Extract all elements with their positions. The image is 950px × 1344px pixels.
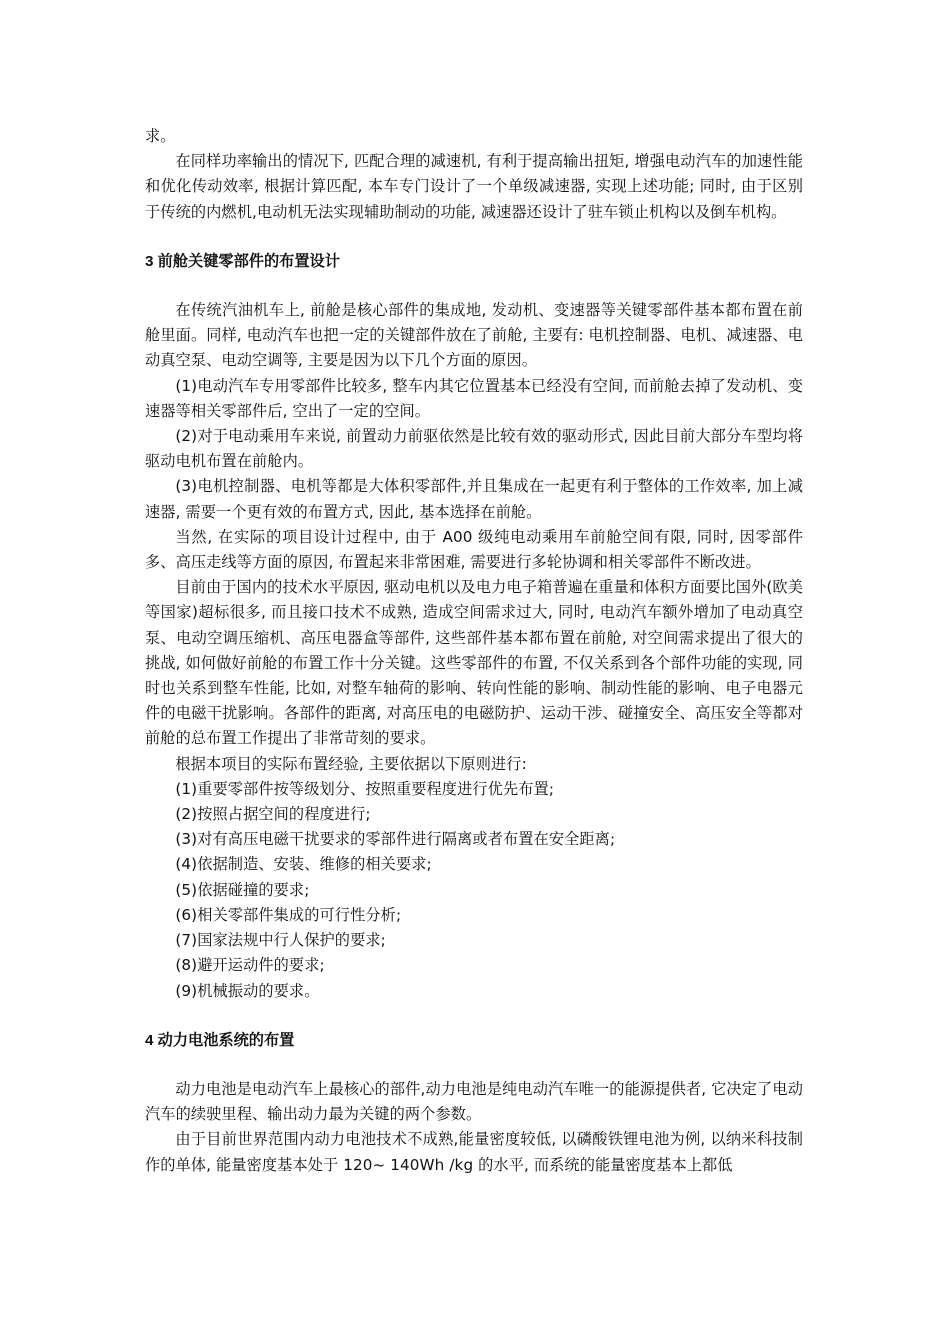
section-heading-3: 3 前舱关键零部件的布置设计: [145, 252, 340, 270]
paragraph: 由于目前世界范围内动力电池技术不成熟,能量密度较低, 以磷酸铁锂电池为例, 以纳米科技制作的单体, 能量密度基本处于 120~ 140Wh /kg 的水平, 而系统的能量密度基本上都低: [145, 1130, 803, 1174]
paragraph: 在传统汽油机车上, 前舱是核心部件的集成地, 发动机、变速器等关键零部件基本都布置在前舱里面。同样, 电动汽车也把一定的关键部件放在了前舱, 主要有: 电机控制器、电机、减速器、电动真空泵、电动空调等, 主要是因为以下几个方面的原因。: [145, 301, 803, 370]
paragraph: (3)电机控制器、电机等都是大体积零部件,并且集成在一起更有利于整体的工作效率, 加上减速器, 需要一个更有效的布置方式, 因此, 基本选择在前舱。: [145, 477, 803, 521]
paragraph: 当然, 在实际的项目设计过程中, 由于 A00 级纯电动乘用车前舱空间有限, 同时, 因零部件多、高压走线等方面的原因, 布置起来非常困难, 需要进行多轮协调和相关零部件不断改进。: [145, 527, 803, 572]
document-body: [145, 124, 803, 1178]
paragraph: (2)对于电动乘用车来说, 前置动力前驱依然是比较有效的驱动形式, 因此目前大部分车型均将驱动电机布置在前舱内。: [145, 427, 803, 471]
principle-item: (6)相关零部件集成的可行性分析;: [175, 905, 402, 924]
section-heading-4: 4 动力电池系统的布置: [145, 1031, 295, 1049]
paragraph: 动力电池是电动汽车上最核心的部件,动力电池是纯电动汽车唯一的能源提供者, 它决定了电动汽车的续驶里程、输出动力最为关键的两个参数。: [145, 1079, 803, 1124]
paragraph: (1)电动汽车专用零部件比较多, 整车内其它位置基本已经没有空间, 而前舱去掉了发动机、变速器等相关零部件后, 空出了一定的空间。: [145, 376, 803, 420]
paragraph-reducer: 在同样功率输出的情况下, 匹配合理的减速机, 有利于提高输出扭矩, 增强电动汽车的加速性能和优化传动效率, 根据计算匹配, 本车专门设计了一个单级减速器, 实现上述功能; 同时, 由于区别于传统的内燃机,电动机无法实现辅助制动的功能, 减速器还设计了驻车锁止机构以及倒车机构。: [145, 152, 803, 221]
spacer: [145, 274, 803, 298]
spacer: [145, 1053, 803, 1077]
principle-item: (2)按照占据空间的程度进行;: [175, 805, 371, 824]
principle-item: (4)依据制造、安装、维修的相关要求;: [175, 855, 432, 874]
spacer: [145, 1004, 803, 1028]
paragraph: 根据本项目的实际布置经验, 主要依据以下原则进行:: [175, 754, 527, 773]
continuation-text: 求。: [145, 127, 176, 145]
principle-item: (3)对有高压电磁干扰要求的零部件进行隔离或者布置在安全距离;: [175, 830, 616, 849]
principle-item: (1)重要零部件按等级划分、按照重要程度进行优先布置;: [175, 779, 555, 798]
principle-item: (5)依据碰撞的要求;: [175, 880, 310, 899]
principle-item: (9)机械振动的要求。: [175, 981, 320, 1000]
paragraph: 目前由于国内的技术水平原因, 驱动电机以及电力电子箱普遍在重量和体积方面要比国外(欧美等国家)超标很多, 而且接口技术不成熟, 造成空间需求过大, 同时, 电动汽车额外增加了电动真空泵、电动空调压缩机、高压电器盒等部件, 这些部件基本都布置在前舱, 对空间需求提出了很大的挑战, 如何做好前舱的布置工作十分关键。这些零部件的布置, 不仅关系到各个部件功能的实现, 同时也关系到整车性能, 比如, 对整车轴荷的影响、转向性能的影响、制动性能的影响、电子电器元件的电磁干扰影响。各部件的距离, 对高压电的电磁防护、运动干涉、碰撞安全、高压安全等都对前舱的总布置工作提出了非常苛刻的要求。: [145, 578, 803, 748]
spacer: [145, 225, 803, 249]
principle-item: (8)避开运动件的要求;: [175, 956, 325, 975]
principle-item: (7)国家法规中行人保护的要求;: [175, 931, 386, 950]
